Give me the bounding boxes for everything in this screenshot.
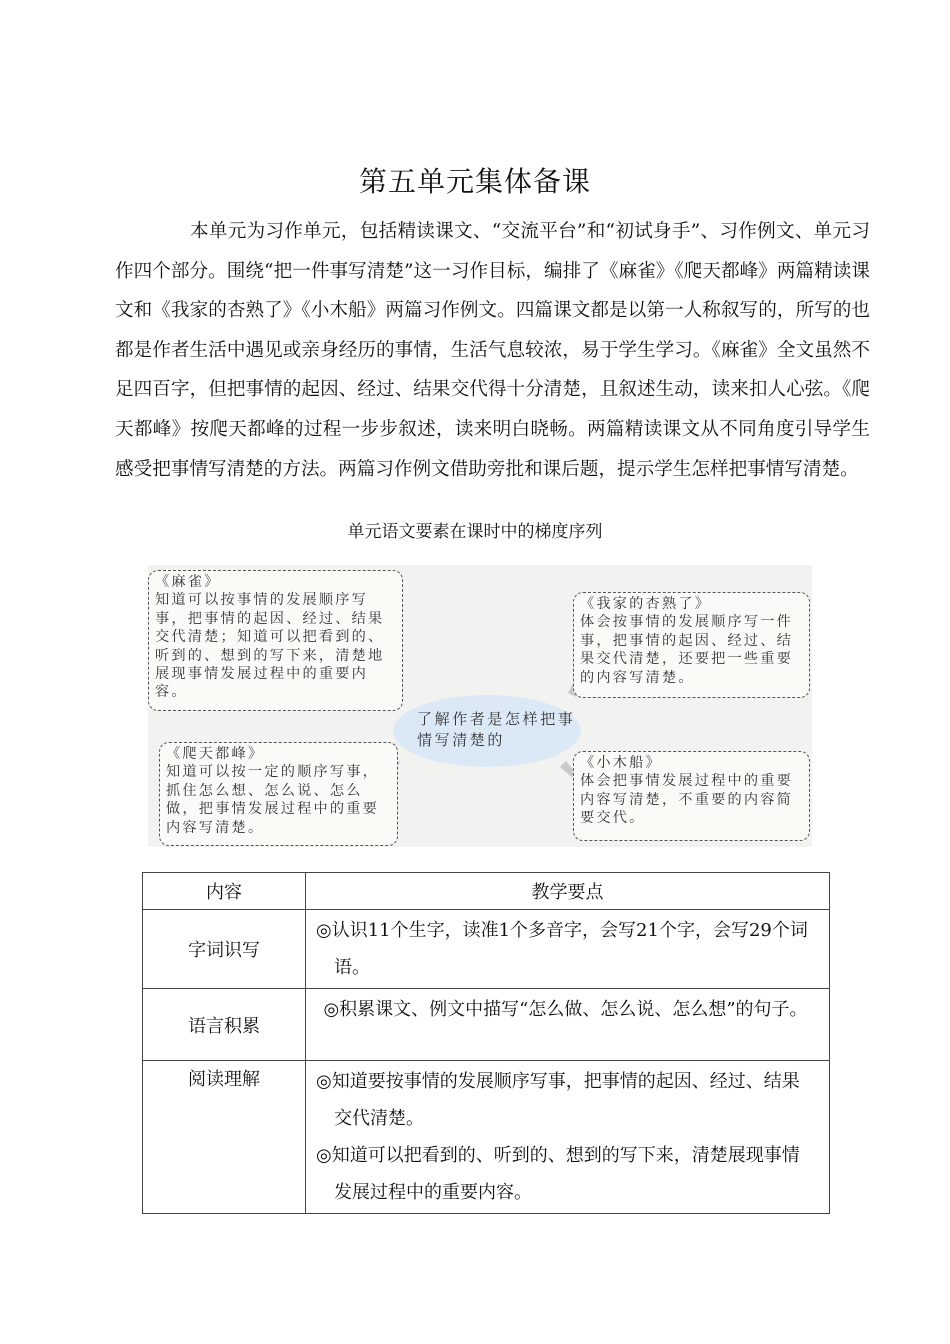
center-text: 了解作者是怎样把事情写清楚的 [417,710,576,749]
table-row [143,910,830,989]
box-maque-title: 《麻雀》 [155,574,221,590]
box-xing-text: 体会按事情的发展顺序写一件事，把事情的起因、经过、结果交代清楚，还要把一些重要的内容写清楚。 [580,614,794,686]
box-muchuan-title: 《小木船》 [580,755,662,771]
box-muchuan-text: 体会把事情发展过程中的重要内容写清楚，不重要的内容简要交代。 [580,773,794,827]
page-title: 第五单元集体备课 [358,165,591,198]
box-xing [573,592,810,698]
row-label: 语言积累 [143,989,306,1061]
box-maque [148,570,403,711]
table-row [143,989,830,1061]
mind-map [148,565,812,847]
diagram-caption: 单元语文要素在课时中的梯度序列 [347,522,603,542]
point-item: ◎认识11个生字，读准1个多音字，会写21个字，会写29个词语。 [316,920,808,978]
point-item: ◎知道要按事情的发展顺序写事，把事情的起因、经过、结果交代清楚。 [316,1071,800,1129]
intro-paragraph: 本单元为习作单元，包括精读课文、“交流平台”和“初试身手”、习作例文、单元习作四个部分。围绕“把一件事写清楚”这一习作目标，编排了《麻雀》《爬天都峰》两篇精读课文和《我家的杏熟了》《小木船》两篇习作例文。四篇课文都是以第一人称叙写的，所写的也都是作者生活中遇见或亲身经历的事情，生活气息较浓，易于学生学习。《麻雀》全文虽然不足四百字，但把事情的起因、经过、结果交代得十分清楚，且叙述生动，读来扣人心弦。《爬天都峰》按爬天都峰的过程一步步叙述，读来明白晓畅。两篇精读课文从不同角度引导学生感受把事情写清楚的方法。两篇习作例文借助旁批和课后题，提示学生怎样把事情写清楚。 [115,221,870,480]
row-label: 字词识写 [143,910,306,989]
point-item: ◎知道可以把看到的、听到的、想到的写下来，清楚展现事情发展过程中的重要内容。 [316,1145,800,1203]
center-ellipse [393,695,581,767]
box-tiandu [159,742,398,846]
box-muchuan [573,751,810,841]
header-points: 教学要点 [306,873,830,910]
box-tiandu-text: 知道可以按一定的顺序写事，抓住怎么想、怎么说、怎么做，把事情发展过程中的重要内容写清楚。 [166,764,380,836]
row-label: 阅读理解 [143,1061,306,1214]
row-points [306,1061,830,1214]
header-content: 内容 [143,873,306,910]
point-item: ◎积累课文、例文中描写“怎么做、怎么说、怎么想”的句子。 [323,999,808,1020]
teaching-table [142,872,830,1214]
row-points [306,910,830,989]
box-maque-text: 知道可以按事情的发展顺序写事，把事情的起因、经过、结果交代清楚；知道可以把看到的、听到的、想到的写下来，清楚地展现事情发展过程中的重要内容。 [155,592,385,701]
table-row [143,1061,830,1214]
row-points [306,989,830,1061]
box-tiandu-title: 《爬天都峰》 [166,746,265,762]
box-xing-title: 《我家的杏熟了》 [580,596,712,612]
table-header-row [143,873,830,910]
